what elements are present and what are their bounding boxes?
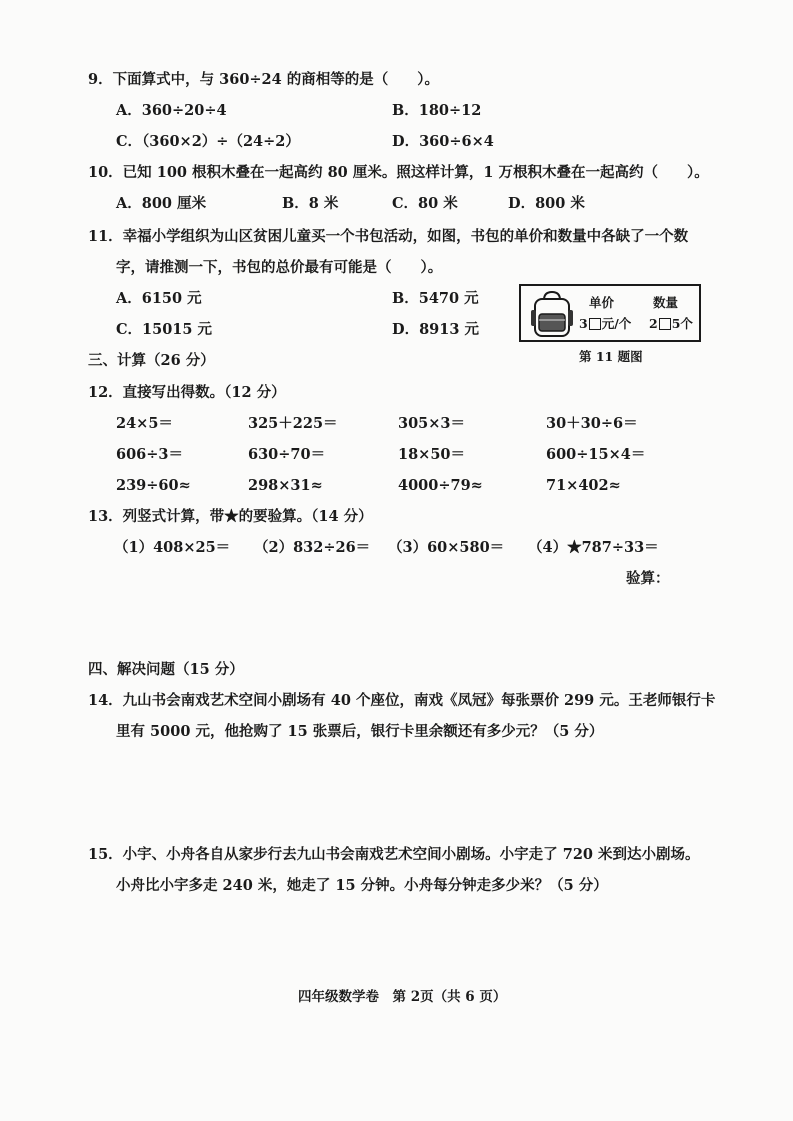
q14-line1: 14．九山书会南戏艺术空间小剧场有 40 个座位，南戏《凤冠》每张票价 299 元。王老师银行卡	[88, 692, 716, 709]
q13-item-3: （3）60×580＝	[388, 539, 505, 556]
missing-digit-box	[659, 318, 671, 330]
q12-item: 630÷70＝	[248, 446, 326, 463]
q9-option-a: A．360÷20÷4	[116, 102, 227, 119]
q9-option-c: C．（360×2）÷（24÷2）	[116, 133, 300, 150]
q11-price-value	[579, 317, 631, 331]
q11-option-a: A．6150 元	[116, 290, 202, 307]
q13-item-1: （1）408×25＝	[114, 539, 231, 556]
q15-line1: 15．小宇、小舟各自从家步行去九山书会南戏艺术空间小剧场。小宇走了 720 米到达小剧场。	[88, 846, 700, 863]
q11-option-c: C．15015 元	[116, 321, 213, 338]
q11-qty-value	[649, 317, 693, 331]
q10-option-b: B．8 米	[282, 195, 339, 212]
q11-qty-header: 数量	[653, 295, 679, 310]
q14-line2: 里有 5000 元，他抢购了 15 张票后，银行卡里余额还有多少元？（5 分）	[116, 723, 604, 740]
q15-line2: 小舟比小宇多走 240 米，她走了 15 分钟。小舟每分钟走多少米？（5 分）	[116, 877, 608, 894]
q11-price-header: 单价	[589, 295, 615, 310]
backpack-icon	[529, 290, 575, 342]
q13-check-label: 验算：	[626, 570, 670, 587]
q12-item: 24×5＝	[116, 415, 173, 432]
q12-item: 325＋225＝	[248, 415, 338, 432]
q9-option-b: B．180÷12	[392, 102, 482, 119]
q11-figure-caption: 第 11 题图	[579, 349, 643, 364]
q10-stem: 10．已知 100 根积木叠在一起高约 80 厘米。照这样计算，1 万根积木叠在一起高约（ ）。	[88, 164, 709, 181]
q12-item: 30＋30÷6＝	[546, 415, 638, 432]
q13-stem: 13．列竖式计算，带★的要验算。（14 分）	[88, 508, 373, 525]
q12-item: 600÷15×4＝	[546, 446, 646, 463]
q9-stem: 9．下面算式中，与 360÷24 的商相等的是（ ）。	[88, 71, 440, 88]
section4-title: 四、解决问题（15 分）	[88, 661, 244, 678]
q12-item: 606÷3＝	[116, 446, 184, 463]
q11-qty-suffix: 5个	[671, 316, 693, 331]
q11-stem-line1: 11．幸福小学组织为山区贫困儿童买一个书包活动，如图，书包的单价和数量中各缺了一个数	[88, 228, 689, 245]
q13-item-4: （4）★787÷33＝	[528, 539, 659, 556]
missing-digit-box	[589, 318, 601, 330]
q10-option-a: A．800 厘米	[116, 195, 207, 212]
q11-option-d: D．8913 元	[392, 321, 479, 338]
q12-item: 4000÷79≈	[398, 477, 483, 494]
q9-option-d: D．360÷6×4	[392, 133, 494, 150]
q11-stem-line2: 字，请推测一下，书包的总价最有可能是（ ）。	[116, 259, 443, 276]
q12-item: 298×31≈	[248, 477, 323, 494]
q12-item: 18×50＝	[398, 446, 466, 463]
q11-price-suffix: 元/个	[601, 316, 632, 331]
q12-item: 239÷60≈	[116, 477, 191, 494]
q13-item-2: （2）832÷26＝	[254, 539, 371, 556]
q10-option-c: C．80 米	[392, 195, 458, 212]
page-footer: 四年级数学卷 第 2页（共 6 页）	[298, 989, 507, 1005]
q11-figure	[519, 284, 701, 342]
q10-option-d: D．800 米	[508, 195, 585, 212]
q12-item: 305×3＝	[398, 415, 466, 432]
q11-price-prefix: 3	[579, 316, 588, 331]
q12-item: 71×402≈	[546, 477, 621, 494]
q11-qty-prefix: 2	[649, 316, 658, 331]
q12-stem: 12．直接写出得数。（12 分）	[88, 384, 286, 401]
q11-option-b: B．5470 元	[392, 290, 479, 307]
section3-title: 三、计算（26 分）	[88, 352, 215, 369]
